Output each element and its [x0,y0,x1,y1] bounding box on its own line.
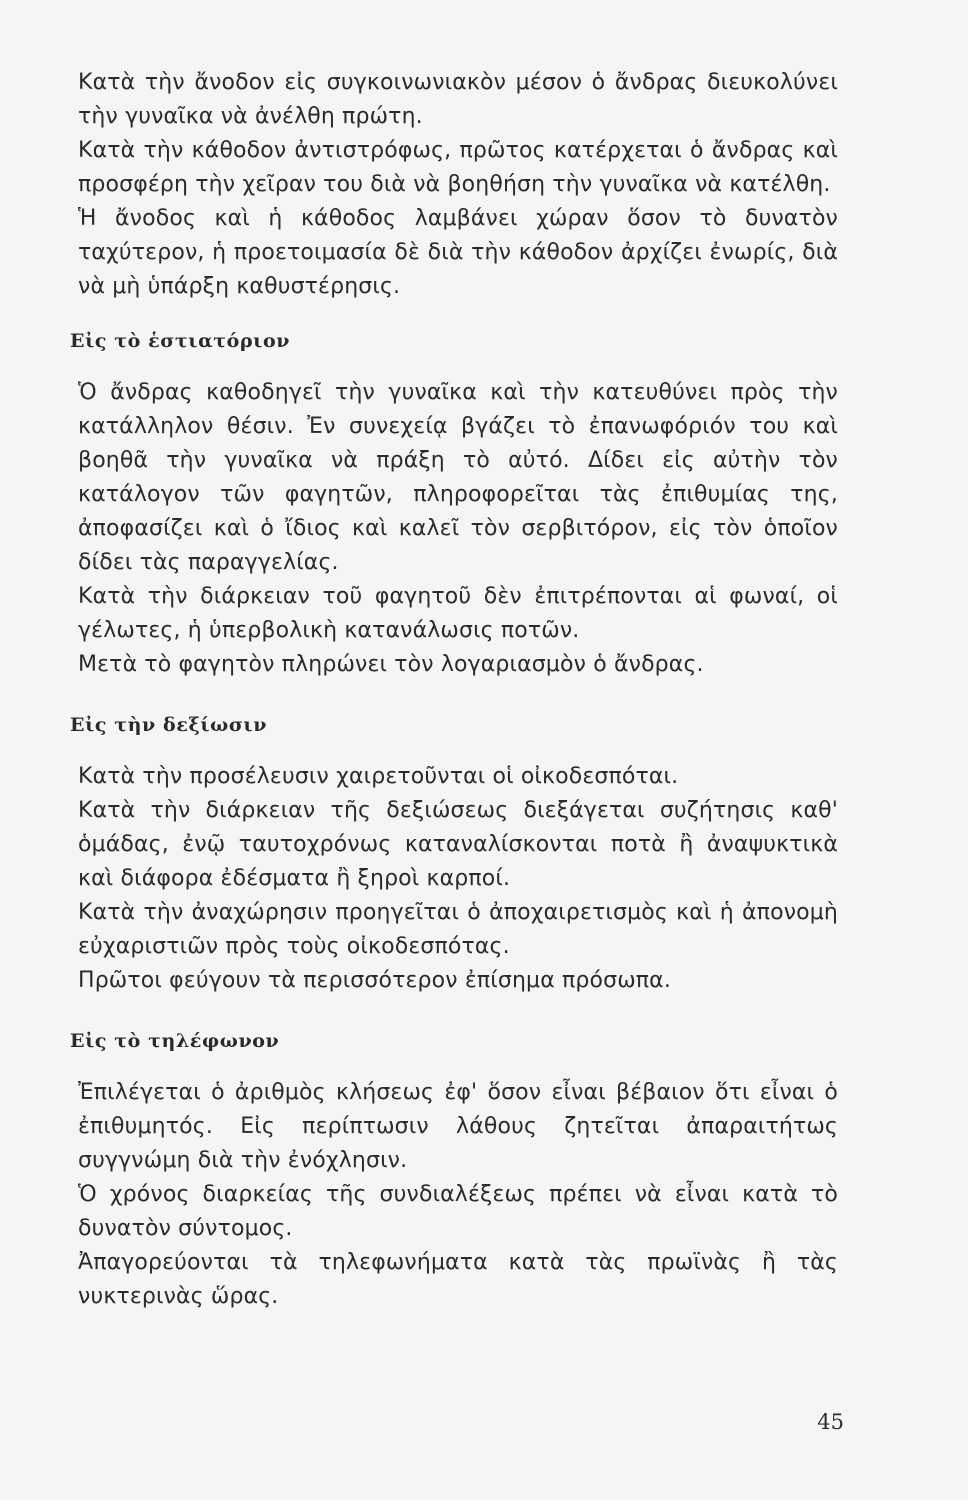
paragraph: Ἀπαγορεύονται τὰ τηλεφωνήματα κατὰ τὰς πρωϊνὰς ἢ τὰς νυκτερινὰς ὥρας. [78,1250,838,1309]
paragraph: Μετὰ τὸ φαγητὸν πληρώνει τὸν λογαριασμὸν ὁ ἄνδρας. [78,652,704,677]
paragraph: Ἡ ἄνοδος καὶ ἡ κάθοδος λαμβάνει χώραν ὅσον τὸ δυνατὸν ταχύτερον, ἡ προετοιμασία δὲ διὰ τὴν κάθοδον ἀρχίζει ἐνωρίς, διὰ νὰ μὴ ὑπάρξη καθυστέρησις. [78,206,838,299]
paragraph: Κατὰ τὴν κάθοδον ἀντιστρόφως, πρῶτος κατέρχεται ὁ ἄνδρας καὶ προσφέρη τὴν χεῖραν του διὰ νὰ βοηθήση τὴν γυναῖκα νὰ κατέλθη. [78,138,838,197]
paragraph: Κατὰ τὴν διάρκειαν τοῦ φαγητοῦ δὲν ἐπιτρέπονται αἱ φωναί, οἱ γέλωτες, ἡ ὑπερβολικὴ κατανάλωσις ποτῶν. [78,584,838,643]
paragraph: Πρῶτοι φεύγουν τὰ περισσότερον ἐπίσημα πρόσωπα. [78,968,671,993]
paragraph: Κατὰ τὴν ἄνοδον εἰς συγκοινωνιακὸν μέσον ὁ ἄνδρας διευκολύνει τὴν γυναῖκα νὰ ἀνέλθη πρώτη. [78,70,838,129]
section-heading: Εἰς τὸ ἑστιατόριον [70,330,291,352]
page-body [70,66,838,1314]
section-heading: Εἰς τὴν δεξίωσιν [70,714,268,736]
section-heading: Εἰς τὸ τηλέφωνον [70,1030,280,1052]
paragraph: Κατὰ τὴν ἀναχώρησιν προηγεῖται ὁ ἀποχαιρετισμὸς καὶ ἡ ἀπονομὴ εὐχαριστιῶν πρὸς τοὺς οἰκοδεσπότας. [78,900,838,959]
restaurant-section [70,326,838,682]
reception-section [70,710,838,998]
page-number: 45 [817,1410,844,1434]
paragraph: Κατὰ τὴν προσέλευσιν χαιρετοῦνται οἱ οἰκοδεσπόται. [78,764,679,789]
paragraph: Ὁ χρόνος διαρκείας τῆς συνδιαλέξεως πρέπει νὰ εἶναι κατὰ τὸ δυνατὸν σύντομος. [78,1182,838,1241]
intro-section [78,66,838,304]
paragraph: Κατὰ τὴν διάρκειαν τῆς δεξιώσεως διεξάγεται συζήτησις καθ' ὁμάδας, ἐνῷ ταυτοχρόνως καταναλίσκονται ποτὰ ἢ ἀναψυκτικὰ καὶ διάφορα ἐδέσματα ἢ ξηροὶ καρποί. [78,798,838,891]
paragraph: Ἐπιλέγεται ὁ ἀριθμὸς κλήσεως ἐφ' ὅσον εἶναι βέβαιον ὅτι εἶναι ὁ ἐπιθυμητός. Εἰς περίπτωσιν λάθους ζητεῖται ἀπαραιτήτως συγγνώμη διὰ τὴν ἐνόχλησιν. [78,1080,838,1173]
telephone-section [70,1026,838,1314]
paragraph: Ὁ ἄνδρας καθοδηγεῖ τὴν γυναῖκα καὶ τὴν κατευθύνει πρὸς τὴν κατάλληλον θέσιν. Ἐν συνεχείᾳ βγάζει τὸ ἐπανωφόριόν του καὶ βοηθᾶ τὴν γυναῖκα νὰ πράξη τὸ αὐτό. Δίδει εἰς αὐτὴν τὸν κατάλογον τῶν φαγητῶν, πληροφορεῖται τὰς ἐπιθυμίας της, ἀποφασίζει καὶ ὁ ἴδιος καὶ καλεῖ τὸν σερβιτόρον, εἰς τὸν ὁποῖον δίδει τὰς παραγγελίας. [78,380,838,575]
